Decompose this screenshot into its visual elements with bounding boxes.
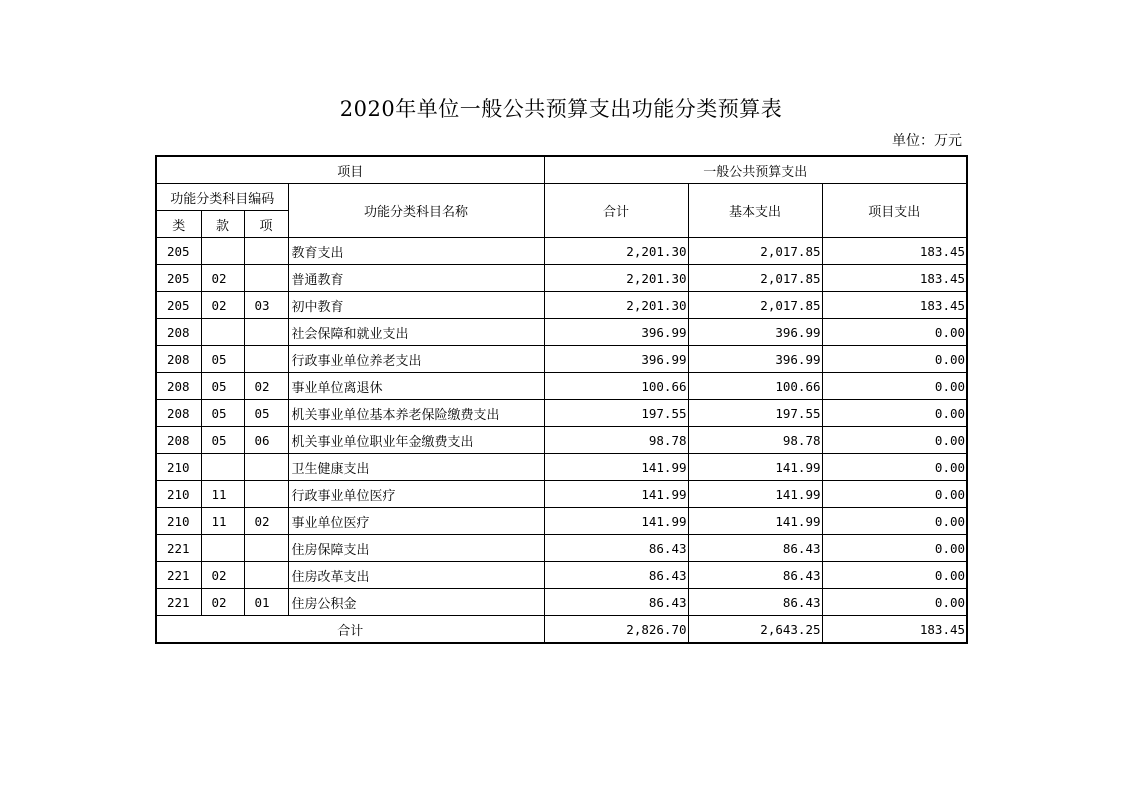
total-sum: 2,826.70: [544, 616, 688, 644]
cell-basic: 2,017.85: [688, 265, 822, 292]
header-basic: 基本支出: [688, 184, 822, 238]
cell-name: 教育支出: [288, 238, 544, 265]
cell-kuan: [201, 319, 244, 346]
cell-basic: 396.99: [688, 346, 822, 373]
cell-project: 0.00: [822, 562, 967, 589]
cell-project: 183.45: [822, 238, 967, 265]
cell-project: 0.00: [822, 400, 967, 427]
cell-name: 事业单位医疗: [288, 508, 544, 535]
table-row: [156, 292, 967, 319]
cell-name: 住房保障支出: [288, 535, 544, 562]
total-project: 183.45: [822, 616, 967, 644]
cell-xiang: 02: [244, 373, 288, 400]
header-code-group: 功能分类科目编码: [156, 184, 288, 211]
table-row: [156, 454, 967, 481]
cell-name: 住房改革支出: [288, 562, 544, 589]
budget-table: [155, 155, 968, 644]
unit-label: 单位：万元: [892, 133, 962, 149]
cell-kuan: 05: [201, 427, 244, 454]
cell-basic: 86.43: [688, 589, 822, 616]
cell-xiang: [244, 265, 288, 292]
table-row: [156, 427, 967, 454]
cell-kuan: 11: [201, 508, 244, 535]
cell-name: 社会保障和就业支出: [288, 319, 544, 346]
table-row: [156, 373, 967, 400]
cell-total: 141.99: [544, 508, 688, 535]
cell-lei: 210: [156, 508, 201, 535]
table-row: [156, 589, 967, 616]
cell-name: 初中教育: [288, 292, 544, 319]
cell-basic: 197.55: [688, 400, 822, 427]
cell-xiang: [244, 562, 288, 589]
cell-lei: 221: [156, 535, 201, 562]
header-general-budget: 一般公共预算支出: [544, 156, 967, 184]
cell-xiang: 03: [244, 292, 288, 319]
table-row: [156, 535, 967, 562]
total-row: [156, 616, 967, 644]
cell-lei: 205: [156, 238, 201, 265]
total-label: 合计: [156, 616, 544, 644]
table-row: [156, 319, 967, 346]
cell-lei: 208: [156, 346, 201, 373]
cell-total: 2,201.30: [544, 265, 688, 292]
header-lei: 类: [156, 211, 201, 238]
cell-total: 2,201.30: [544, 292, 688, 319]
cell-project: 0.00: [822, 535, 967, 562]
cell-total: 197.55: [544, 400, 688, 427]
cell-total: 98.78: [544, 427, 688, 454]
cell-kuan: 02: [201, 265, 244, 292]
cell-name: 机关事业单位职业年金缴费支出: [288, 427, 544, 454]
cell-total: 141.99: [544, 454, 688, 481]
header-name: 功能分类科目名称: [288, 184, 544, 238]
cell-name: 事业单位离退休: [288, 373, 544, 400]
cell-xiang: [244, 454, 288, 481]
cell-xiang: [244, 319, 288, 346]
cell-project: 0.00: [822, 589, 967, 616]
cell-kuan: [201, 454, 244, 481]
cell-total: 86.43: [544, 535, 688, 562]
cell-xiang: 05: [244, 400, 288, 427]
table-row: [156, 562, 967, 589]
cell-project: 0.00: [822, 508, 967, 535]
table-row: [156, 346, 967, 373]
cell-name: 普通教育: [288, 265, 544, 292]
cell-project: 183.45: [822, 292, 967, 319]
page-title: 2020年单位一般公共预算支出功能分类预算表: [339, 97, 783, 121]
header-total: 合计: [544, 184, 688, 238]
header-project: 项目支出: [822, 184, 967, 238]
cell-name: 住房公积金: [288, 589, 544, 616]
cell-kuan: 11: [201, 481, 244, 508]
cell-lei: 208: [156, 400, 201, 427]
cell-basic: 141.99: [688, 454, 822, 481]
table-row: [156, 481, 967, 508]
cell-basic: 2,017.85: [688, 238, 822, 265]
cell-total: 2,201.30: [544, 238, 688, 265]
cell-kuan: 02: [201, 562, 244, 589]
cell-project: 0.00: [822, 373, 967, 400]
cell-total: 100.66: [544, 373, 688, 400]
table-row: [156, 508, 967, 535]
cell-xiang: [244, 481, 288, 508]
cell-project: 0.00: [822, 346, 967, 373]
cell-basic: 396.99: [688, 319, 822, 346]
cell-lei: 205: [156, 265, 201, 292]
cell-total: 141.99: [544, 481, 688, 508]
cell-lei: 210: [156, 454, 201, 481]
cell-xiang: 02: [244, 508, 288, 535]
total-basic: 2,643.25: [688, 616, 822, 644]
cell-project: 0.00: [822, 319, 967, 346]
cell-name: 卫生健康支出: [288, 454, 544, 481]
cell-lei: 208: [156, 427, 201, 454]
cell-lei: 208: [156, 319, 201, 346]
cell-kuan: [201, 535, 244, 562]
cell-xiang: 01: [244, 589, 288, 616]
table-row: [156, 400, 967, 427]
cell-kuan: 05: [201, 373, 244, 400]
cell-total: 86.43: [544, 589, 688, 616]
cell-xiang: [244, 535, 288, 562]
header-item: 项目: [156, 156, 544, 184]
cell-xiang: [244, 238, 288, 265]
cell-name: 行政事业单位养老支出: [288, 346, 544, 373]
cell-basic: 86.43: [688, 562, 822, 589]
cell-project: 0.00: [822, 481, 967, 508]
cell-lei: 210: [156, 481, 201, 508]
table-row: [156, 238, 967, 265]
cell-basic: 141.99: [688, 481, 822, 508]
cell-total: 396.99: [544, 346, 688, 373]
cell-project: 0.00: [822, 454, 967, 481]
cell-xiang: 06: [244, 427, 288, 454]
cell-total: 86.43: [544, 562, 688, 589]
cell-basic: 141.99: [688, 508, 822, 535]
cell-lei: 221: [156, 589, 201, 616]
header-kuan: 款: [201, 211, 244, 238]
cell-name: 行政事业单位医疗: [288, 481, 544, 508]
cell-kuan: 02: [201, 292, 244, 319]
cell-kuan: 02: [201, 589, 244, 616]
cell-project: 0.00: [822, 427, 967, 454]
cell-lei: 221: [156, 562, 201, 589]
table-row: [156, 265, 967, 292]
cell-project: 183.45: [822, 265, 967, 292]
cell-basic: 86.43: [688, 535, 822, 562]
cell-kuan: 05: [201, 346, 244, 373]
cell-lei: 208: [156, 373, 201, 400]
header-xiang: 项: [244, 211, 288, 238]
cell-basic: 98.78: [688, 427, 822, 454]
cell-kuan: 05: [201, 400, 244, 427]
cell-xiang: [244, 346, 288, 373]
cell-basic: 100.66: [688, 373, 822, 400]
cell-total: 396.99: [544, 319, 688, 346]
cell-name: 机关事业单位基本养老保险缴费支出: [288, 400, 544, 427]
cell-basic: 2,017.85: [688, 292, 822, 319]
cell-lei: 205: [156, 292, 201, 319]
cell-kuan: [201, 238, 244, 265]
